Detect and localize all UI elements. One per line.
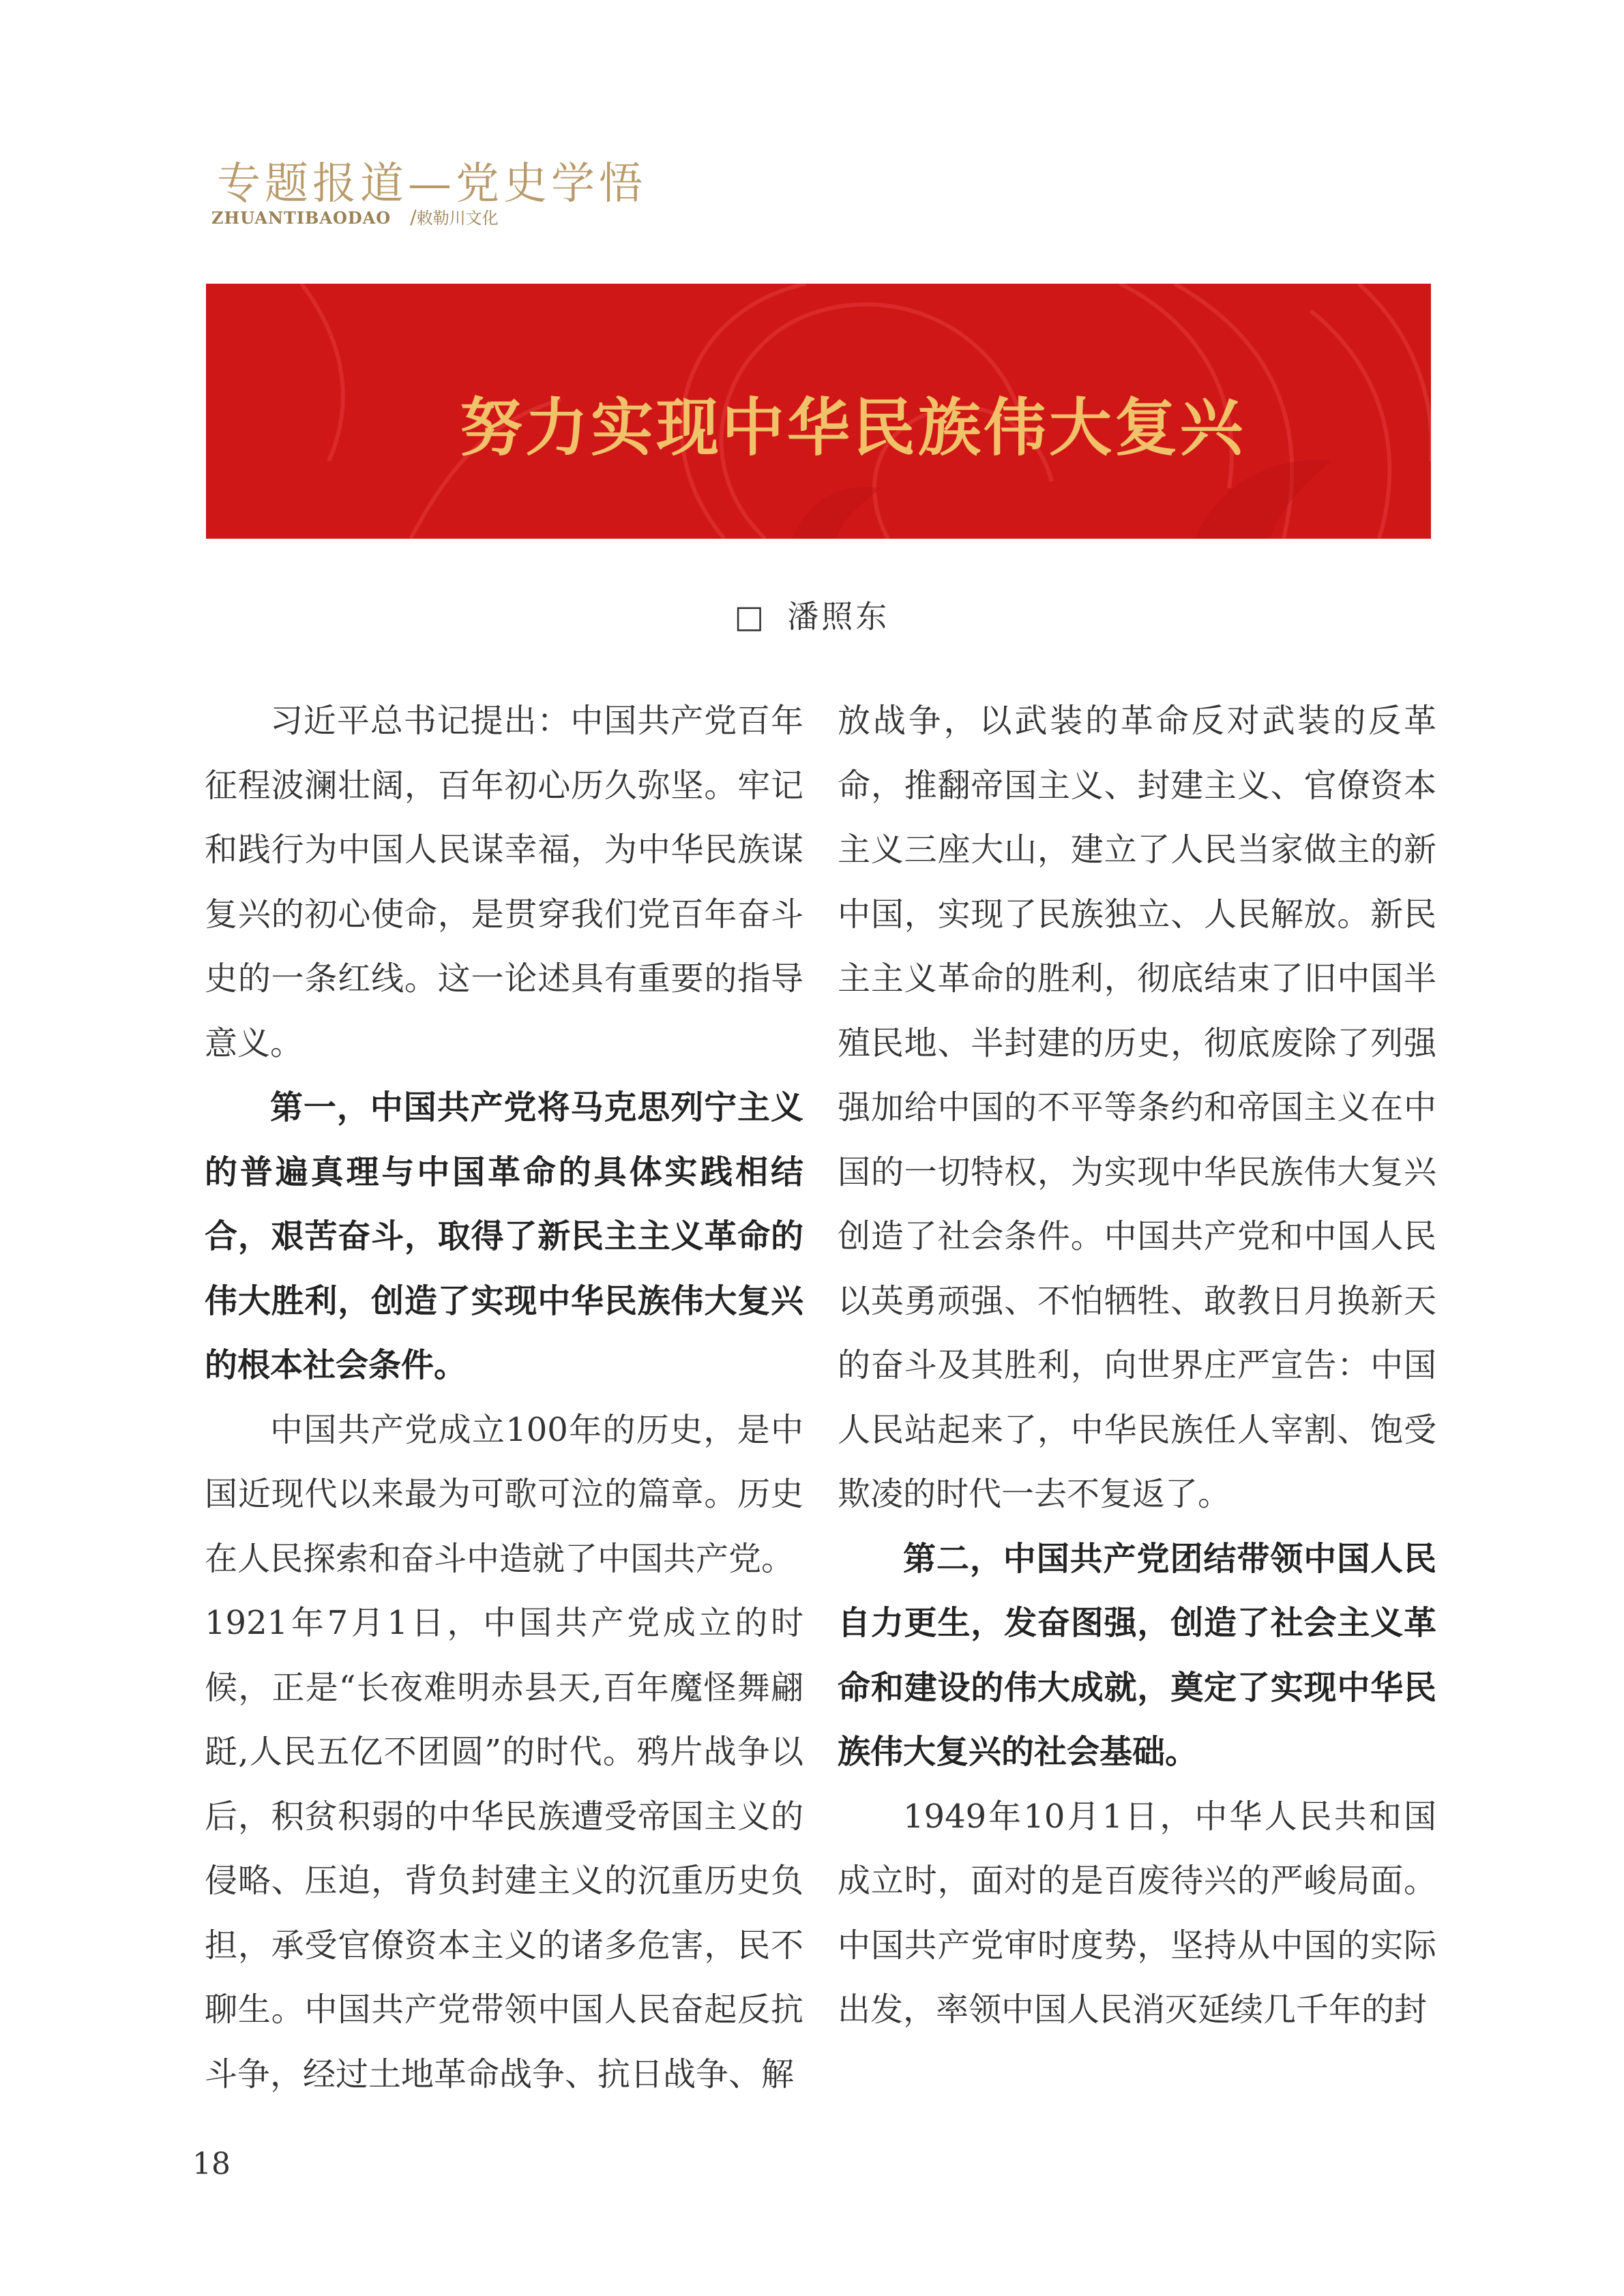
- right-column: [838, 689, 1436, 2128]
- section-subtitle: [211, 205, 499, 228]
- page-number: 18: [192, 2147, 231, 2181]
- author-name: 潘照东: [787, 598, 890, 635]
- publisher-name: 敕勒川文化: [416, 209, 499, 228]
- paragraph: 放战争，以武装的革命反对武装的反革命，推翻帝国主义、封建主义、官僚资本主义三座大山，建立了人民当家做主的新中国，实现了民族独立、人民解放。新民主主义革命的胜利，彻底结束了旧中国半殖民地、半封建的历史，彻底废除了列强强加给中国的不平等条约和帝国主义在中国的一切特权，为实现中华民族伟大复兴创造了社会条件。中国共产党和中国人民以英勇顽强、不怕牺牲、敢教日月换新天的奋斗及其胜利，向世界庄严宣告：中国人民站起来了，中华民族任人宰割、饱受欺凌的时代一去不复返了。: [838, 702, 1436, 1513]
- byline: [0, 592, 1624, 637]
- article-title: 努力实现中华民族伟大复兴: [459, 391, 1245, 464]
- paragraph: 中国共产党成立100年的历史，是中国近现代以来最为可歌可泣的篇章。历史在人民探索和奋斗中造就了中国共产党。: [205, 1410, 803, 1578]
- title-banner: [206, 284, 1431, 539]
- paragraph: 1949年10月1日，中华人民共和国成立时，面对的是百废待兴的严峻局面。中国共产党审时度势，坚持从中国的实际出发，率领中国人民消灭延续几千年的封: [838, 1797, 1436, 2029]
- left-column: [205, 689, 803, 2128]
- section-heading: 第二，中国共产党团结带领中国人民自力更生，发奋图强，创造了社会主义革命和建设的伟大成就，奠定了实现中华民族伟大复兴的社会基础。: [838, 1539, 1436, 1771]
- section-title: 专题报道—党史学悟: [217, 159, 647, 209]
- paragraph: 习近平总书记提出：中国共产党百年征程波澜壮阔，百年初心历久弥坚。牢记和践行为中国人民谋幸福，为中华民族谋复兴的初心使命，是贯穿我们党百年奋斗史的一条红线。这一论述具有重要的指导意义。: [205, 702, 803, 1062]
- author-box-mark: □: [734, 598, 767, 635]
- section-pinyin: ZHUANTIBAODAO: [211, 208, 392, 228]
- section-heading: 第一，中国共产党将马克思列宁主义的普遍真理与中国革命的具体实践相结合，艰苦奋斗，取得了新民主主义革命的伟大胜利，创造了实现中华民族伟大复兴的根本社会条件。: [205, 1088, 803, 1384]
- separator: /: [410, 206, 417, 228]
- paragraph: 1921年7月1日，中国共产党成立的时候，正是“长夜难明赤县天,百年魔怪舞翩跹,人民五亿不团圆”的时代。鸦片战争以后，积贫积弱的中华民族遭受帝国主义的侵略、压迫，背负封建主义的沉重历史负担，承受官僚资本主义的诸多危害，民不聊生。中国共产党带领中国人民奋起反抗斗争，经过土地革命战争、抗日战争、解: [205, 1604, 803, 2093]
